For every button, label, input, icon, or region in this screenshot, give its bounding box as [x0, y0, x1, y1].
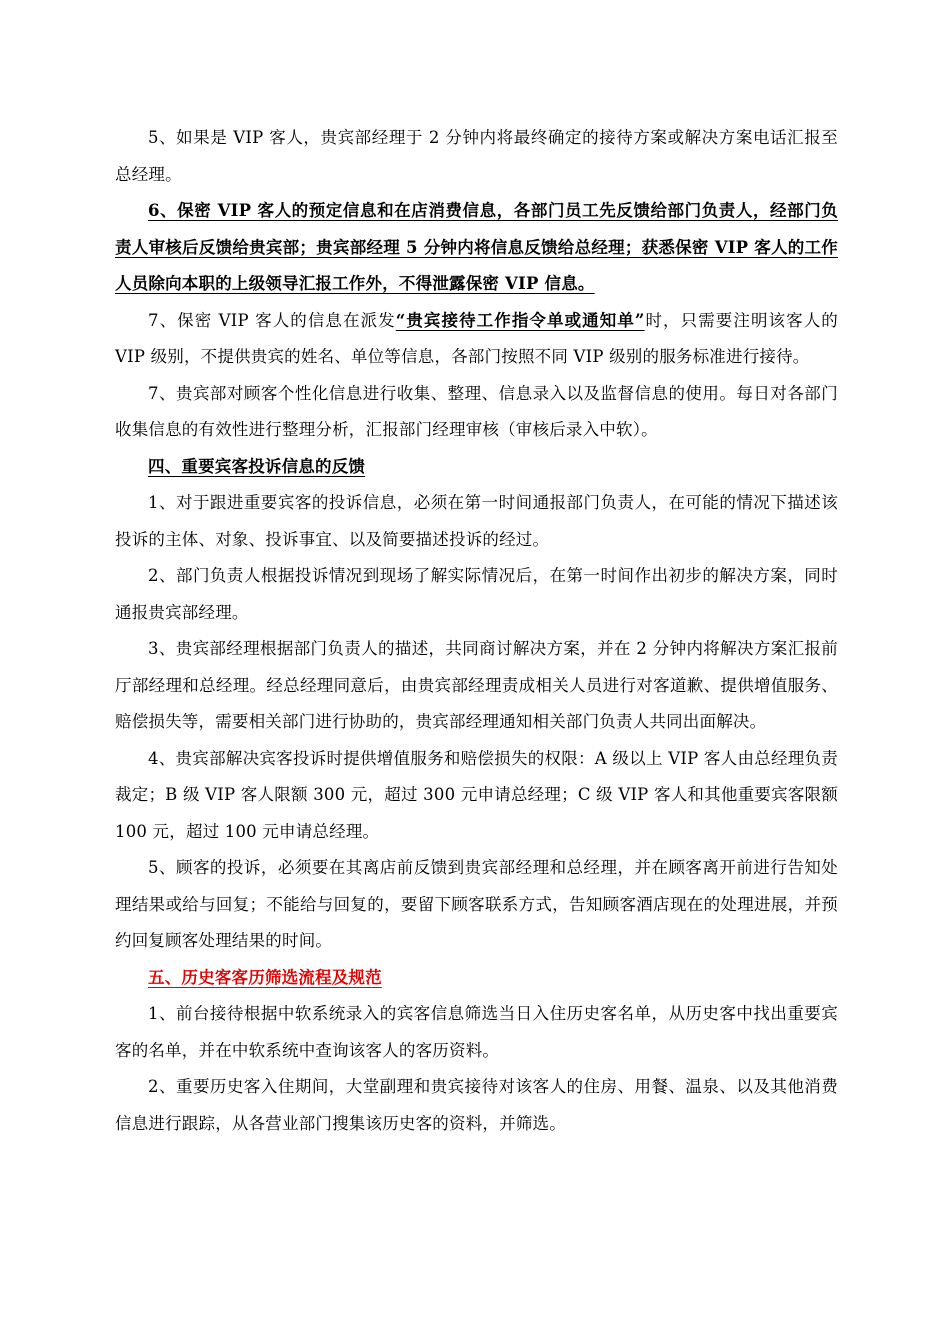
paragraph-info-collection: 7、贵宾部对顾客个性化信息进行收集、整理、信息录入以及监督信息的使用。每日对各部门收集信息的有效性进行整理分析，汇报部门经理审核（审核后录入中软）。: [115, 383, 838, 439]
paragraph-history-2: 2、重要历史客入住期间，大堂副理和贵宾接待对该客人的住房、用餐、温泉、以及其他消费信息进行跟踪，从各营业部门搜集该历史客的资料，并筛选。: [115, 1077, 838, 1133]
paragraph-complaint-4: 4、贵宾部解决宾客投诉时提供增值服务和赔偿损失的权限：A 级以上 VIP 客人由总经理负责裁定；B 级 VIP 客人限额 300 元，超过 300 元申请总经理；C 级 VIP 客人和其他重要宾客限额 100 元，超过 100 元申请总经理。: [115, 748, 838, 841]
paragraph-vip-report: 5、如果是 VIP 客人，贵宾部经理于 2 分钟内将最终确定的接待方案或解决方案电话汇报至总经理。: [115, 128, 838, 184]
instruction-sheet-title: “贵宾接待工作指令单或通知单”: [395, 310, 645, 330]
document-page: [115, 120, 838, 1142]
paragraph-complaint-3: 3、贵宾部经理根据部门负责人的描述，共同商讨解决方案，并在 2 分钟内将解决方案汇报前厅部经理和总经理。经总经理同意后，由贵宾部经理责成相关人员进行对客道歉、提供增值服务、赔偿损失等，需要相关部门进行协助的，贵宾部经理通知相关部门负责人共同出面解决。: [115, 639, 838, 731]
paragraph-vip-dispatch-start: 7、保密 VIP 客人的信息在派发: [148, 310, 396, 330]
section-heading-complaints: 四、重要宾客投诉信息的反馈: [148, 456, 366, 476]
paragraph-vip-dispatch-end: 时，只需要注明该客人的 VIP 级别，不提供贵宾的姓名、单位等信息，各部门按照不同 VIP 级别的服务标准进行接待。: [115, 310, 838, 366]
section-heading-history-guests: 五、历史客客历筛选流程及规范: [148, 967, 382, 987]
paragraph-complaint-5: 5、顾客的投诉，必须要在其离店前反馈到贵宾部经理和总经理，并在顾客离开前进行告知处理结果或给与回复；不能给与回复的，要留下顾客联系方式，告知顾客酒店现在的处理进展，并预约回复顾客处理结果的时间。: [115, 858, 838, 950]
paragraph-confidential-vip: 6、保密 VIP 客人的预定信息和在店消费信息，各部门员工先反馈给部门负责人，经部门负责人审核后反馈给贵宾部；贵宾部经理 5 分钟内将信息反馈给总经理；获悉保密 VIP 客人的工作人员除向本职的上级领导汇报工作外，不得泄露保密 VIP 信息。: [115, 201, 838, 293]
paragraph-complaint-2: 2、部门负责人根据投诉情况到现场了解实际情况后，在第一时间作出初步的解决方案，同时通报贵宾部经理。: [115, 566, 838, 622]
paragraph-vip-dispatch: [115, 303, 838, 376]
paragraph-history-1: 1、前台接待根据中软系统录入的宾客信息筛选当日入住历史客名单，从历史客中找出重要宾客的名单，并在中软系统中查询该客人的客历资料。: [115, 1004, 838, 1060]
paragraph-complaint-1: 1、对于跟进重要宾客的投诉信息，必须在第一时间通报部门负责人，在可能的情况下描述该投诉的主体、对象、投诉事宜、以及简要描述投诉的经过。: [115, 493, 838, 549]
